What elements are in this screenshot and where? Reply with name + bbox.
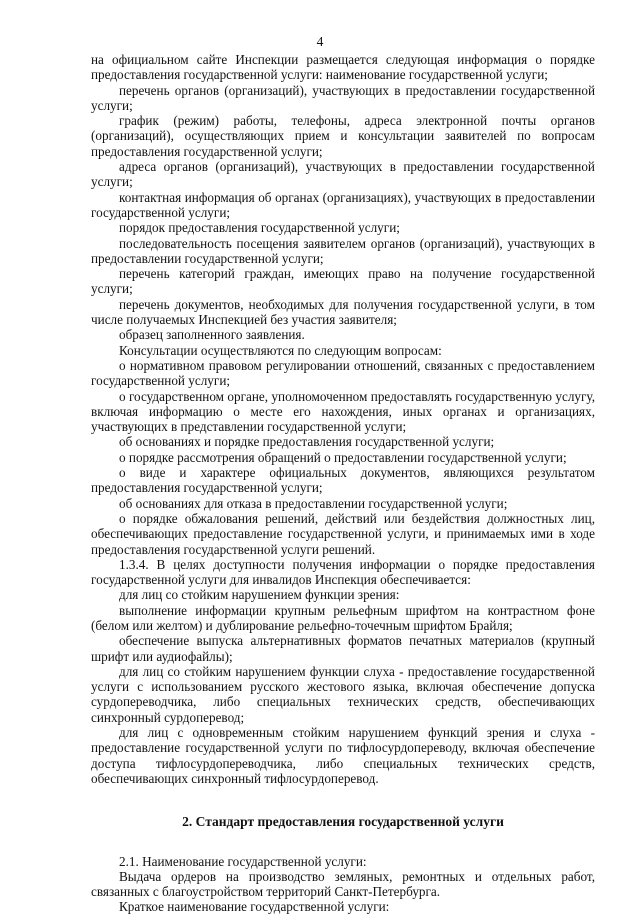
paragraph: 2.1. Наименование государственной услуги: xyxy=(119,853,367,869)
paragraph: контактная информация об органах (организациях), участвующих в предоставлении государственной услуги; xyxy=(91,189,595,220)
paragraph: обеспечение выпуска альтернативных форматов печатных материалов (крупный шрифт или аудиофайлы); xyxy=(91,633,595,664)
paragraph: для лиц со стойким нарушением функции зрения: xyxy=(119,587,400,603)
paragraph: для лиц с одновременным стойким нарушением функций зрения и слуха - предоставление государственной услуги по тифлосурдопереводу, включая обеспечение доступа тифлосурдопереводчика, либо специальных технических средств, обеспечивающих синхронный тифлосурдоперевод. xyxy=(91,725,595,786)
section-title: 2. Стандарт предоставления государственной услуги xyxy=(182,814,504,830)
paragraph: адреса органов (организаций), участвующих в предоставлении государственной услуги; xyxy=(91,159,595,190)
paragraph: перечень документов, необходимых для получения государственной услуги, в том числе получаемых Инспекцией без участия заявителя; xyxy=(91,296,595,328)
paragraphs-after xyxy=(91,854,595,915)
paragraph: Консультации осуществляются по следующим вопросам: xyxy=(119,342,442,358)
paragraph: об основаниях для отказа в предоставлении государственной услуги; xyxy=(119,495,508,511)
paragraph: последовательность посещения заявителем органов (организаций), участвующих в предоставлении государственной услуги; xyxy=(91,235,595,266)
paragraph: Краткое наименование государственной услуги: xyxy=(119,899,390,915)
paragraph: о государственном органе, уполномоченном предоставлять государственную услугу, включая информацию о месте его нахождения, иных органах и организациях, участвующих в представлении государственной услуги; xyxy=(91,388,595,435)
paragraphs-before xyxy=(91,52,595,786)
paragraph: перечень органов (организаций), участвующих в предоставлении государственной услуги; xyxy=(91,82,595,113)
paragraph: порядок предоставления государственной услуги; xyxy=(119,220,400,236)
paragraph: о порядке обжалования решений, действий или бездействия должностных лиц, обеспечивающих предоставление государственной услуги, и принимаемых ими в ходе предоставления государственной услуги решений. xyxy=(91,510,595,557)
paragraph: образец заполненного заявления. xyxy=(119,327,305,343)
paragraph: 1.3.4. В целях доступности получения информации о порядке предоставления государственной услуги для инвалидов Инспекция обеспечивается: xyxy=(91,556,595,588)
paragraph: о нормативном правовом регулировании отношений, связанных с предоставлением государственной услуги; xyxy=(91,357,595,389)
paragraph: график (режим) работы, телефоны, адреса электронной почты органов (организаций), осуществляющих прием и консультации заявителей по вопросам предоставления государственной услуги; xyxy=(91,113,595,159)
paragraph: для лиц со стойким нарушением функции слуха - предоставление государственной услуги с использованием русского жестового языка, включая обеспечение допуска сурдопереводчика, либо специальных технических средств, обеспечивающих синхронный сурдоперевод; xyxy=(91,663,595,725)
paragraph: Выдача ордеров на производство земляных, ремонтных и отдельных работ, связанных с благоустройством территорий Санкт-Петербурга. xyxy=(91,868,595,900)
paragraph: о виде и характере официальных документов, являющихся результатом предоставления государственной услуги; xyxy=(91,465,595,496)
paragraph: выполнение информации крупным рельефным шрифтом на контрастном фоне (белом или желтом) и дублирование рельефно-точечным шрифтом Брайля; xyxy=(91,602,595,633)
paragraph: перечень категорий граждан, имеющих право на получение государственной услуги; xyxy=(91,266,595,297)
paragraph: об основаниях и порядке предоставления государственной услуги; xyxy=(119,434,495,450)
document-body xyxy=(91,52,595,915)
paragraph: на официальном сайте Инспекции размещается следующая информация о порядке предоставления государственной услуги: наименование государственной услуги; xyxy=(91,52,595,83)
paragraph: о порядке рассмотрения обращений о предоставлении государственной услуги; xyxy=(119,449,567,465)
page-number: 4 xyxy=(316,34,324,49)
